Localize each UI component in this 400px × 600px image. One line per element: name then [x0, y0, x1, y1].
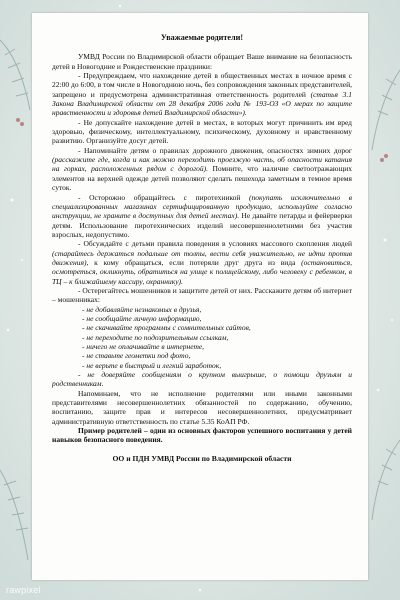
- paragraph-crowds: - Обсуждайте с детьми правила поведения в условиях массового скопления людей (старайтесь держаться подальше от толпы, вести себя уважительно, не идти против движения), к кому обращаться, если потеряли друг друга из вида (остановиться, осмотреться, окликнуть, обратиться на улице к полицейскому, либо человеку с ребенком, в ТЦ – к ближайшему кассиру, охраннику).: [52, 239, 352, 286]
- paragraph-responsibility: Напоминаем, что не исполнение родителями или иными законными представителями несовершеннолетних обязанностей по содержанию, обучению, воспитанию, защите прав и интересов несовершеннолетних, предусматривает административную ответственность по статье 5.35 КоАП РФ.: [52, 388, 352, 426]
- internet-safety-list: [52, 305, 352, 370]
- list-item: - не ставьте геометки под фото,: [82, 351, 191, 361]
- list-item: - не переходите по подозрительным ссылкам,: [82, 332, 229, 342]
- list-item: - не добавляйте незнакомых в друзья,: [82, 304, 202, 314]
- document-signature: ОО и ПДН УМВД России по Владимирской области: [112, 453, 292, 463]
- intro-paragraph: УМВД России по Владимирской области обращает Ваше внимание на безопасность детей в Новогодние и Рождественские праздники:: [52, 52, 352, 71]
- paragraph-road-safety: - Напоминайте детям о правилах дорожного движения, опасностях зимних дорог (расскажите где, когда и как можно переходить проезжую часть, об опасности катания на горках, расположенных рядом с дорогой). Помните, что наличие светоотражающих элементов на верхней одежде детей позволяют сделать пешехода заметным в темное время суток.: [52, 145, 352, 193]
- list-item: - не сообщайте личную информацию,: [82, 313, 202, 323]
- paragraph-night-curfew: - Предупреждаем, что нахождение детей в общественных местах в ночное время с 22:00 до 6:00, в том числе в Новогоднюю ночь, без сопровождения законных представителей, запрещено и предусмотрена административная ответственность родителей (статья 3.1 Закона Владимирской области от 28 декабря 2006 года № 193-ОЗ «О мерах по защите нравственности и здоровья детей Владимирской области»).: [52, 71, 352, 118]
- watermark: rawpixel: [6, 585, 41, 595]
- list-item: - не верьте в быстрый и легкий заработок,: [82, 360, 222, 370]
- list-item-last: - не доверяйте сообщениям о крупном выигрыше, о помощи друзьям и родственникам.: [52, 370, 352, 389]
- list-item: - ничего не оплачивайте в интернете,: [82, 342, 205, 351]
- list-item: - не скачивайте программы с сомнительных сайтов,: [82, 323, 251, 333]
- paragraph-dangerous-places: - Не допускайте нахождение детей в местах, в которых могут причинить им вред здоровью, физическому, интеллектуальному, психическому, духовному и нравственному развитию. Организуйте досуг детей.: [52, 117, 352, 146]
- document-title: Уважаемые родители!: [160, 33, 244, 42]
- closing-paragraph: Пример родителей – один из основных факторов успешного воспитания у детей навыков безопасного поведения.: [52, 426, 352, 445]
- paragraph-fraud: - Остерегайтесь мошенников и защитите детей от них. Расскажите детям об интернет – мошенниках:: [52, 285, 352, 305]
- notice-document: [32, 13, 368, 580]
- paragraph-pyrotechnics: - Осторожно обращайтесь с пиротехникой (покупать исключительно в специализированных магазинах сертифицированную продукцию, используйте согласно инструкции, не храните в доступных для детей местах). Не давайте петарды и фейерверки детям. Использование пиротехнических изделий несовершеннолетними без участия взрослых, недопустимо.: [52, 192, 352, 239]
